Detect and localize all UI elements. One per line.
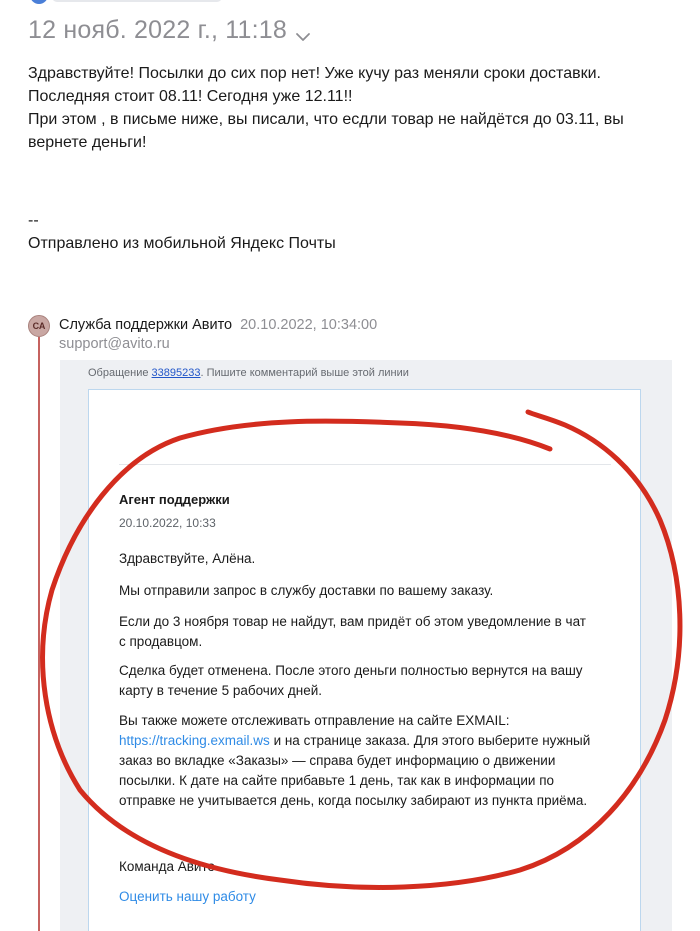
sender-time: 20.10.2022, 10:34:00 (240, 317, 378, 333)
ticket-prefix: Обращение (88, 367, 149, 379)
partial-bar (52, 0, 222, 2)
body-line: При этом , в письме ниже, вы писали, что есдли товар не найдётся до 03.11, вы (28, 111, 624, 128)
avatar[interactable]: СА (28, 315, 50, 337)
signature-text: Отправлено из мобильной Яндекс Почты (28, 235, 336, 252)
body-line: Здравствуйте! Посылки до сих пор нет! Уже кучу раз меняли сроки доставки. (28, 65, 601, 82)
ticket-suffix: . Пишите комментарий выше этой линии (200, 367, 409, 379)
agent-title: Агент поддержки (119, 492, 230, 507)
paragraph-notice (119, 612, 619, 652)
email-date-header[interactable] (28, 16, 311, 45)
tracking-link[interactable]: https://tracking.exmail.ws (119, 733, 270, 748)
email-date-text: 12 нояб. 2022 г., 11:18 (28, 16, 287, 44)
partial-avatar (30, 0, 48, 4)
agent-date: 20.10.2022, 10:33 (119, 516, 216, 530)
chevron-down-icon[interactable] (295, 23, 311, 39)
paragraph-line: заказ во вкладке «Заказы» — справа будет информацию о движении (119, 753, 556, 768)
support-message-card (88, 389, 641, 931)
quote-bar (38, 337, 40, 931)
paragraph-line: Если до 3 ноября товар не найдут, вам придёт об этом уведомление в чат (119, 614, 586, 629)
paragraph-line-rest: и на странице заказа. Для этого выберите нужный (269, 733, 591, 748)
top-avatar-remnant (30, 0, 230, 4)
email-body (28, 62, 678, 154)
divider (119, 464, 611, 465)
paragraph-line: с продавцом. (119, 634, 203, 649)
paragraph-refund (119, 661, 619, 701)
paragraph-line: Сделка будет отменена. После этого деньги полностью вернутся на вашу (119, 663, 583, 678)
quoted-sender[interactable] (59, 317, 377, 333)
body-line: Последняя стоит 08.11! Сегодня уже 12.11!! (28, 88, 353, 105)
paragraph-line: посылки. К дате на сайте прибавьте 1 день, так как в информации по (119, 773, 555, 788)
paragraph-line: отправке не учитывается день, когда посылку забирают из пункта приёма. (119, 793, 588, 808)
sender-email[interactable]: support@avito.ru (59, 336, 170, 352)
body-line: вернете деньги! (28, 134, 147, 151)
email-signature (28, 209, 336, 255)
ticket-number-link[interactable]: 33895233 (151, 367, 201, 379)
greeting: Здравствуйте, Алёна. (119, 551, 256, 566)
paragraph-line: Вы также можете отслеживать отправление на сайте EXMAIL: (119, 713, 510, 728)
signature-dash: -- (28, 212, 39, 229)
ticket-line (88, 367, 409, 379)
paragraph-line (119, 731, 619, 751)
rate-our-work-link[interactable]: Оценить нашу работу (119, 889, 256, 904)
sender-name: Служба поддержки Авито (59, 317, 233, 333)
team-signature: Команда Авито (119, 859, 216, 874)
paragraph-line: карту в течение 5 рабочих дней. (119, 683, 322, 698)
paragraph-request: Мы отправили запрос в службу доставки по вашему заказу. (119, 583, 494, 598)
paragraph-tracking (119, 711, 619, 811)
